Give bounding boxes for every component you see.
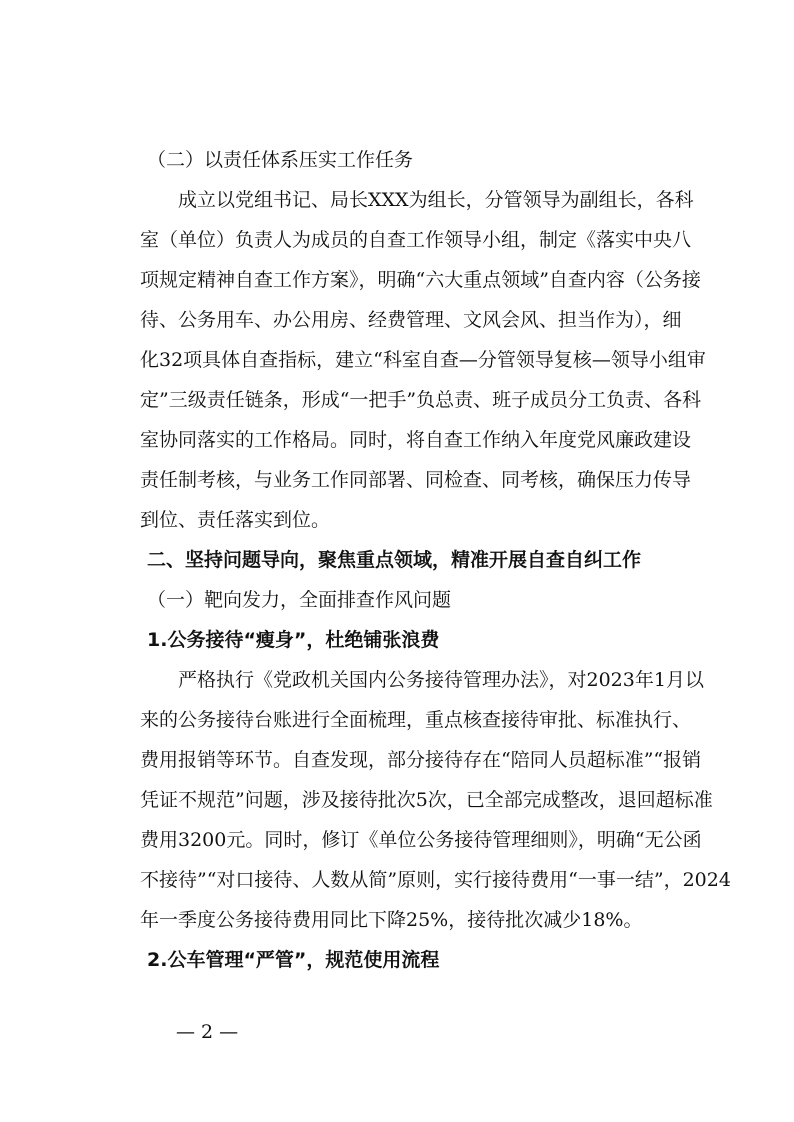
item-heading: 1.公务接待“瘦身”，杜绝铺张浪费 bbox=[147, 629, 440, 651]
paragraph-line: 定”三级责任链条，形成“一把手”负总责、班子成员分工负责、各科 bbox=[140, 389, 702, 411]
paragraph-line: 项规定精神自查工作方案》，明确“六大重点领域”自查内容（公务接 bbox=[140, 269, 701, 291]
paragraph-line: 年一季度公务接待费用同比下降25%，接待批次减少18%。 bbox=[140, 909, 643, 931]
paragraph-line: 凭证不规范”问题，涉及接待批次5次，已全部完成整改，退回超标准 bbox=[140, 789, 713, 811]
paragraph-line: 费用3200元。同时，修订《单位公务接待管理细则》，明确“无公函 bbox=[140, 829, 702, 851]
paragraph-line: 费用报销等环节。自查发现，部分接待存在“陪同人员超标准”“报销 bbox=[140, 749, 702, 771]
paragraph-line: 来的公务接待台账进行全面梳理，重点核查接待审批、标准执行、 bbox=[140, 709, 692, 731]
paragraph-line: 到位、责任落实到位。 bbox=[140, 509, 331, 531]
paragraph-line: 待、公务用车、办公用房、经费管理、文风会风、担当作为），细 bbox=[140, 309, 682, 331]
page-number: — 2 — bbox=[176, 1021, 239, 1043]
paragraph-line: 成立以党组书记、局长XXX为组长，分管领导为副组长，各科 bbox=[178, 189, 694, 211]
paragraph-line: 不接待”“对口接待、人数从简”原则，实行接待费用“一事一结”，2024 bbox=[140, 869, 731, 891]
sub-heading: （一）靶向发力，全面排查作风问题 bbox=[147, 589, 452, 611]
paragraph-line: 室（单位）负责人为成员的自查工作领导小组，制定《落实中央八 bbox=[140, 229, 692, 251]
item-heading: 2.公车管理“严管”，规范使用流程 bbox=[147, 949, 440, 971]
main-heading: 二、坚持问题导向，聚焦重点领域，精准开展自查自纠工作 bbox=[147, 549, 642, 571]
paragraph-line: 严格执行《党政机关国内公务接待管理办法》，对2023年1月以 bbox=[178, 669, 704, 691]
paragraph-line: 化32项具体自查指标，建立“科室自查—分管领导复核—领导小组审 bbox=[140, 349, 706, 371]
paragraph-line: 责任制考核，与业务工作同部署、同检查、同考核，确保压力传导 bbox=[140, 469, 692, 491]
section-heading: （二）以责任体系压实工作任务 bbox=[147, 149, 414, 171]
paragraph-line: 室协同落实的工作格局。同时，将自查工作纳入年度党风廉政建设 bbox=[140, 429, 692, 451]
